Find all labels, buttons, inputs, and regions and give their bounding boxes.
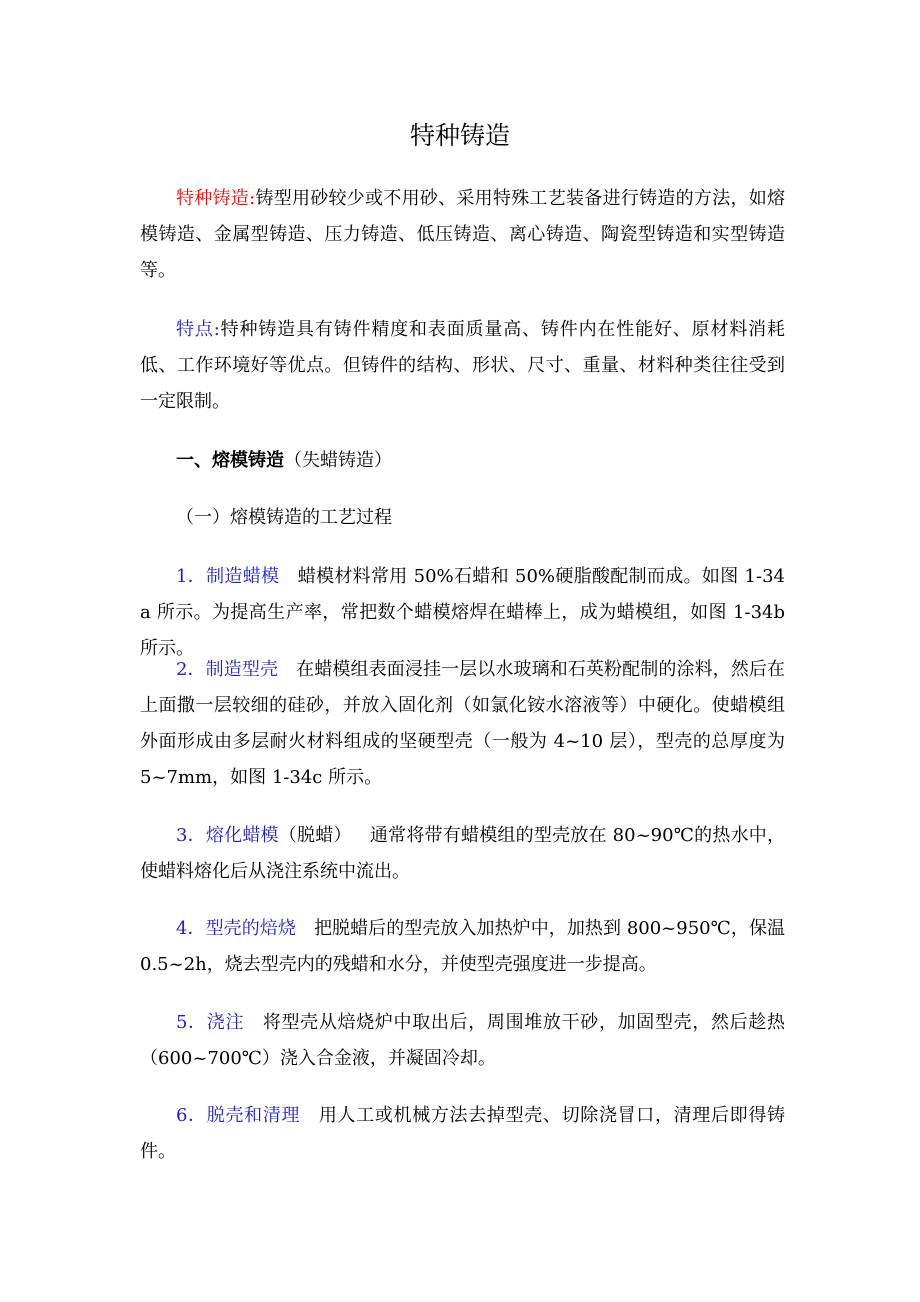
features-term: 特点 <box>176 319 214 340</box>
step-1-text: 蜡模材料常用 50%石蜡和 50%硬脂酸配制而成。如图 1-34a 所示。为提高生产率，常把数个蜡模熔焊在蜡棒上，成为蜡模组，如图 1-34b 所示。 <box>140 566 785 659</box>
section-heading <box>140 443 785 479</box>
step-1-paragraph <box>140 559 785 667</box>
step-4-label: 4．型壳的焙烧 <box>176 918 296 939</box>
step-5-text: 将型壳从焙烧炉中取出后，周围堆放干砂，加固型壳，然后趁热（600~700℃）浇入合金液，并凝固冷却。 <box>140 1012 786 1069</box>
section-heading-note: （失蜡铸造） <box>284 450 392 471</box>
subsection-heading <box>140 500 785 536</box>
features-text: 特种铸造具有铸件精度和表面质量高、铸件内在性能好、原材料消耗低、工作环境好等优点。但铸件的结构、形状、尺寸、重量、材料种类往往受到一定限制。 <box>140 319 786 412</box>
intro-term: 特种铸造 <box>176 188 250 209</box>
step-6-paragraph <box>140 1098 785 1170</box>
intro-paragraph <box>140 181 785 289</box>
step-3-note: （脱蜡） <box>278 825 352 846</box>
step-1-label: 1．制造蜡模 <box>176 566 280 587</box>
step-3-paragraph <box>140 818 785 890</box>
section-heading-title: 一、熔模铸造 <box>176 450 284 471</box>
step-5-label: 5．浇注 <box>176 1012 245 1033</box>
features-separator: : <box>213 319 220 340</box>
subsection-heading-text: （一）熔模铸造的工艺过程 <box>176 507 392 528</box>
step-4-paragraph <box>140 911 785 983</box>
step-2-label: 2．制造型壳 <box>176 659 279 680</box>
document-title: 特种铸造 <box>409 121 510 150</box>
step-2-text: 在蜡模组表面浸挂一层以水玻璃和石英粉配制的涂料，然后在上面撒一层较细的硅砂，并放入固化剂（如氯化铵水溶液等）中硬化。使蜡模组外面形成由多层耐火材料组成的坚硬型壳（一般为 4~10 层），型壳的总厚度为 5~7mm，如图 1-34c 所示。 <box>140 659 786 788</box>
step-6-label: 6．脱壳和清理 <box>176 1105 301 1126</box>
intro-text: 铸型用砂较少或不用砂、采用特殊工艺装备进行铸造的方法，如熔模铸造、金属型铸造、压力铸造、低压铸造、离心铸造、陶瓷型铸造和实型铸造等。 <box>140 188 786 281</box>
step-4-text: 把脱蜡后的型壳放入加热炉中，加热到 800~950℃，保温 0.5~2h，烧去型壳内的残蜡和水分，并使型壳强度进一步提高。 <box>140 918 786 975</box>
intro-separator: : <box>249 188 256 209</box>
step-6-text: 用人工或机械方法去掉型壳、切除浇冒口，清理后即得铸件。 <box>140 1105 786 1162</box>
step-3-label: 3．熔化蜡模 <box>176 825 279 846</box>
step-2-paragraph <box>140 652 785 796</box>
step-5-paragraph <box>140 1005 785 1077</box>
step-3-text: 通常将带有蜡模组的型壳放在 80~90℃的热水中，使蜡料熔化后从浇注系统中流出。 <box>140 825 786 882</box>
features-paragraph <box>140 312 785 420</box>
